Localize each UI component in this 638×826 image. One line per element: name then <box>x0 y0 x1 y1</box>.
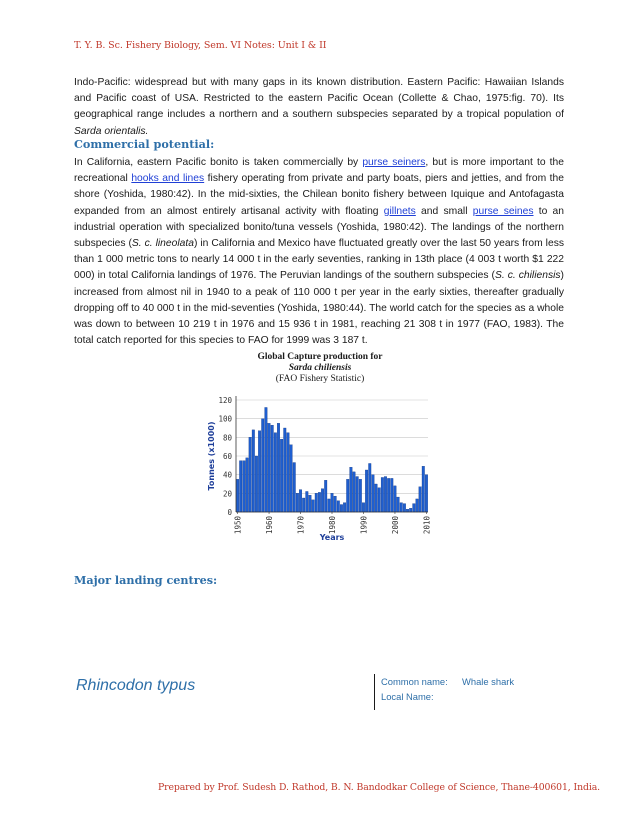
page-footer: Prepared by Prof. Sudesh D. Rathod, B. N. Bandodkar College of Science, Thane-400601, India. <box>157 782 600 793</box>
text-segment: and small <box>415 205 473 217</box>
distribution-text: Indo-Pacific: widespread but with many gaps in its known distribution. Eastern Pacific: Hawaiian Islands and Pacific coast of USA. Restricted to the eastern Pacific Ocean (Collette & Chao, 1975:fig. 70). Its geographical range includes a northern and a southern subspecies separated by a tropical population of <box>74 77 564 121</box>
y-tick-label: 80 <box>222 433 232 443</box>
text-segment: ) increased from almost nil in 1940 to a peak of 110 000 t per year in the early sixties, thereafter gradually dropping off to 40 000 t in the mid-seventies (Yoshida, 1980:44). The world catch for the species as a whole was down to between 10 219 t in 1976 and 15 936 t in 1981, reaching 21 308 t in 1977 (FAO, 1983). The total catch reported for this species to FAO for 1999 was 3 187 t. <box>74 270 564 347</box>
bar <box>343 503 346 512</box>
bar <box>406 509 409 512</box>
bar <box>378 488 381 512</box>
bar <box>413 504 416 512</box>
bar <box>400 503 403 512</box>
bar <box>255 456 258 512</box>
bar <box>353 472 356 512</box>
info-divider <box>374 674 375 710</box>
local-name-label: Local Name: <box>381 691 434 702</box>
bar <box>299 490 302 512</box>
y-tick-label: 0 <box>227 508 232 517</box>
bar <box>334 496 337 512</box>
bar <box>346 479 349 512</box>
bar <box>356 477 359 512</box>
major-landing-centres-heading: Major landing centres: <box>74 573 218 587</box>
bar <box>265 407 268 512</box>
text-segment: fishery operating from private and party boats, piers and jetties, and from the shore (Yoshida, 1980:42). In the mid-sixties, the Chilean bonito fishery between Iquique and Antofagasta expanded from an almost entirely artisanal activity with floating <box>74 173 564 217</box>
gillnets-link[interactable]: gillnets <box>383 205 416 217</box>
purse-seiners-link[interactable]: purse seiners <box>362 157 426 168</box>
bar <box>293 463 296 512</box>
bar <box>387 478 390 512</box>
bar <box>419 487 422 512</box>
y-tick-label: 100 <box>218 414 232 424</box>
text-segment: to an industrial operation with specialized bonito/tuna vessels (Yoshida, 1980:42). The landings of the northern subspecies ( <box>74 205 564 250</box>
bar <box>397 497 400 512</box>
commercial-potential-heading: Commercial potential: <box>74 137 215 151</box>
bar <box>302 498 305 512</box>
y-tick-label: 20 <box>222 489 232 499</box>
bar <box>350 467 353 512</box>
bar <box>321 489 324 512</box>
y-tick-label: 60 <box>222 452 232 461</box>
bar <box>258 431 261 512</box>
bar <box>239 461 242 512</box>
purse-seines-link[interactable]: purse seines <box>472 205 534 217</box>
bar <box>328 499 331 512</box>
bar <box>375 484 378 512</box>
bar <box>318 492 321 512</box>
bar <box>372 475 375 512</box>
bar <box>243 461 246 512</box>
hooks-and-lines-link[interactable]: hooks and lines <box>131 173 205 185</box>
bar <box>362 503 365 512</box>
bar <box>391 478 394 512</box>
bar <box>416 499 419 512</box>
x-tick-label: 1980 <box>328 516 337 535</box>
distribution-paragraph <box>74 75 564 140</box>
y-tick-label: 40 <box>222 470 232 480</box>
subspecies-chiliensis: S. c. chiliensis <box>495 270 561 282</box>
x-tick-label: 2010 <box>422 516 432 535</box>
bar <box>422 466 425 512</box>
bar <box>277 423 280 512</box>
bar <box>287 433 290 512</box>
bar <box>403 504 406 512</box>
bar <box>271 425 274 512</box>
chart-subtitle: Sarda chiliensis <box>288 363 352 373</box>
bar <box>312 500 315 512</box>
bar <box>381 477 384 512</box>
bar <box>359 479 362 512</box>
bar <box>280 439 283 512</box>
x-tick-label: 1990 <box>359 516 369 535</box>
x-axis-label: Years <box>319 533 345 542</box>
bar <box>337 501 340 512</box>
text-segment: , but is more important to the recreational <box>74 157 564 185</box>
bar <box>315 493 318 512</box>
text-segment: In California, eastern Pacific bonito is taken commercially by <box>74 157 363 168</box>
bar <box>261 419 264 512</box>
bar <box>236 479 239 512</box>
bar <box>324 480 327 512</box>
x-tick-label: 1950 <box>233 516 243 535</box>
common-name-value: Whale shark <box>462 676 515 687</box>
y-axis-label: Tonnes (x1000) <box>207 421 216 491</box>
bar <box>368 463 371 512</box>
bar <box>284 428 287 512</box>
bar <box>268 423 271 512</box>
x-tick-label: 2000 <box>390 516 400 535</box>
chart-svg <box>200 350 440 550</box>
bar <box>394 486 397 512</box>
page-header: T. Y. B. Sc. Fishery Biology, Sem. VI Notes: Unit I & II <box>74 40 327 51</box>
species-name: Rhincodon typus <box>76 677 196 694</box>
bar <box>384 477 387 512</box>
bar <box>331 493 334 512</box>
chart-title: Global Capture production for <box>257 352 383 362</box>
bar <box>290 445 293 512</box>
bar <box>409 508 412 512</box>
bar <box>252 430 255 512</box>
bar <box>425 475 428 512</box>
bar <box>365 470 368 512</box>
y-tick-label: 120 <box>218 396 232 405</box>
bar <box>274 433 277 512</box>
commercial-paragraph <box>74 155 564 349</box>
common-name-label: Common name: <box>381 676 448 687</box>
bar <box>246 458 249 512</box>
x-tick-label: 1960 <box>265 516 275 535</box>
capture-production-chart <box>200 350 440 550</box>
bar <box>296 493 299 512</box>
x-tick-label: 1970 <box>296 516 306 535</box>
bar <box>309 495 312 512</box>
species-italic: Sarda orientalis. <box>74 125 149 137</box>
chart-source: (FAO Fishery Statistic) <box>275 374 365 384</box>
bar <box>340 505 343 512</box>
subspecies-lineolata: S. c. lineolata <box>131 238 194 250</box>
bar <box>249 437 252 512</box>
text-segment: ) in California and Mexico have fluctuated greatly over the last 50 years from less than 1 000 metric tons to nearly 14 000 t in the early seventies, ranking in 13th place (4 003 t worth $1 222 000) in total California landings of 1976. The Peruvian landings of the southern subspecies ( <box>74 238 564 282</box>
bar <box>306 491 309 512</box>
